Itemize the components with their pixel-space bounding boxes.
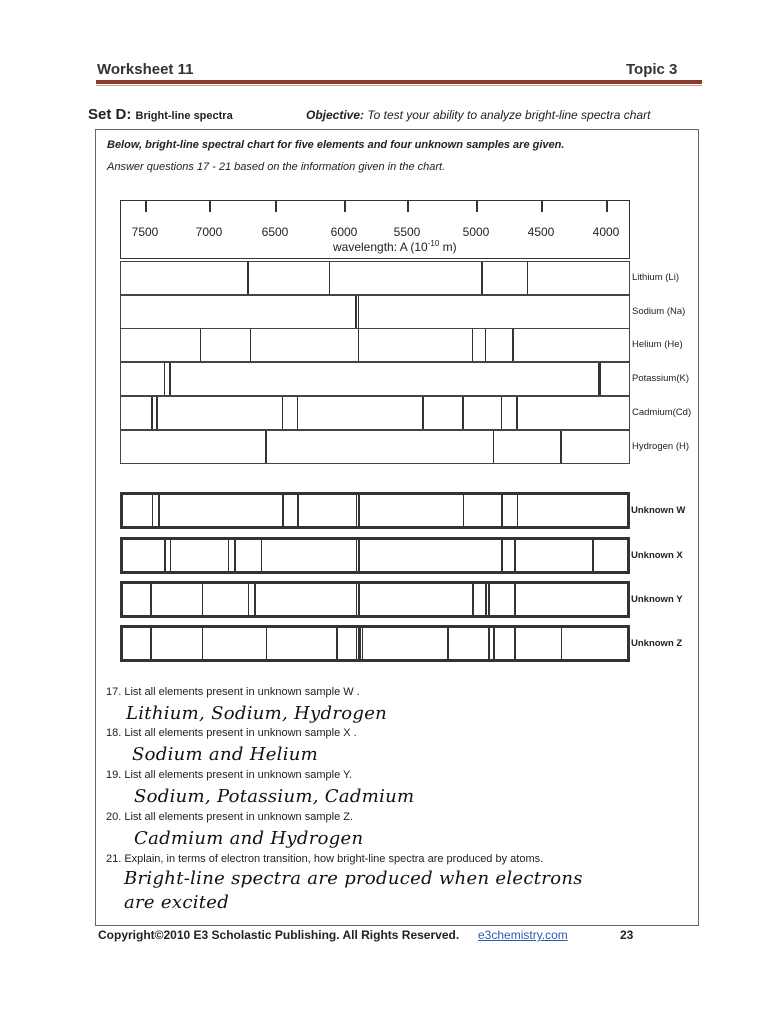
spectral-line: [150, 584, 152, 615]
question-18: 18. List all elements present in unknown sample X .: [106, 727, 357, 739]
element-spectrum: [120, 396, 630, 430]
spectral-line: [356, 628, 358, 659]
spectral-line: [501, 495, 503, 526]
answer-21[interactable]: Bright-line spectra are produced when electrons: [124, 868, 583, 889]
unknown-spectrum-x: [120, 537, 630, 574]
spectral-line: [592, 540, 594, 571]
spectral-line: [472, 329, 474, 361]
spectral-line: [355, 296, 357, 328]
set-label: Set D:: [88, 106, 132, 123]
wavelength-axis-label: wavelength: A ($10^{-10}$ m): [333, 239, 457, 254]
answer-21-line-2[interactable]: are excited: [124, 892, 230, 913]
scale-tick-label: 7000: [195, 225, 223, 239]
spectral-line: [512, 329, 514, 361]
spectral-line: [152, 495, 154, 526]
answer-20[interactable]: Cadmium and Hydrogen: [134, 828, 364, 849]
spectral-line: [356, 495, 358, 526]
question-17: 17. List all elements present in unknown sample W .: [106, 686, 360, 698]
spectral-line: [202, 628, 204, 659]
spectral-line: [329, 262, 331, 294]
question-21: 21. Explain, in terms of electron transition, how bright-line spectra are produced by atoms.: [106, 853, 544, 865]
wavelength-scale: [120, 200, 630, 259]
page-number: 23: [620, 928, 634, 942]
spectral-line: [356, 584, 358, 615]
scale-tick-label: 4500: [527, 225, 555, 239]
spectral-line: [514, 540, 516, 571]
spectral-line: [265, 431, 267, 463]
scale-tick: [145, 200, 147, 212]
set-title: Bright-line spectra: [135, 110, 233, 122]
spectral-line: [200, 329, 202, 361]
spectral-line: [488, 584, 490, 615]
spectral-line: [358, 540, 360, 571]
scale-tick-label: 5000: [462, 225, 490, 239]
spectral-line: [516, 397, 518, 429]
answer-19[interactable]: Sodium, Potassium, Cadmium: [134, 786, 415, 807]
objective-label: Objective:: [306, 108, 365, 122]
spectral-line: [481, 262, 483, 294]
spectral-line: [261, 540, 263, 571]
spectral-line: [472, 584, 474, 615]
question-19: 19. List all elements present in unknown sample Y.: [106, 769, 353, 781]
scale-tick: [209, 200, 211, 212]
spectral-line: [488, 628, 490, 659]
unknown-label: Unknown Z: [631, 637, 683, 649]
scale-tick-label: 6500: [261, 225, 289, 239]
element-label: Potassium(K): [632, 373, 690, 384]
set-heading: [88, 106, 233, 123]
spectral-line: [358, 296, 360, 328]
scale-tick: [541, 200, 543, 212]
element-spectrum: [120, 295, 630, 329]
scale-tick-label: 7500: [131, 225, 159, 239]
scale-tick-label: 5500: [393, 225, 421, 239]
spectral-line: [561, 628, 563, 659]
unknown-label: Unknown W: [631, 504, 686, 516]
spectral-line: [493, 628, 495, 659]
spectral-line: [358, 495, 360, 526]
scale-tick: [476, 200, 478, 212]
element-label: Sodium (Na): [632, 306, 686, 317]
element-spectrum: [120, 328, 630, 362]
unknown-spectrum-w: [120, 492, 630, 529]
spectral-line: [358, 329, 360, 361]
scale-tick: [407, 200, 409, 212]
spectral-line: [356, 540, 358, 571]
unknown-spectrum-z: [120, 625, 630, 662]
spectral-line: [560, 431, 562, 463]
spectral-line: [266, 628, 268, 659]
scale-tick: [344, 200, 346, 212]
spectral-line: [169, 363, 171, 395]
spectral-line: [151, 397, 153, 429]
scale-tick: [275, 200, 277, 212]
spectral-line: [362, 628, 364, 659]
scale-tick-label: 4000: [592, 225, 620, 239]
element-label: Lithium (Li): [632, 272, 679, 283]
spectral-line: [150, 628, 152, 659]
spectral-line: [234, 540, 236, 571]
header-rule-thin: [96, 85, 702, 86]
topic-label: Topic 3: [626, 61, 678, 78]
unknown-label: Unknown Y: [631, 593, 683, 605]
spectral-line: [170, 540, 172, 571]
spectral-line: [158, 495, 160, 526]
spectral-line: [493, 431, 495, 463]
spectral-line: [247, 262, 249, 294]
spectral-line: [164, 540, 166, 571]
spectral-line: [599, 363, 601, 395]
answer-18[interactable]: Sodium and Helium: [132, 744, 319, 765]
spectral-line: [282, 397, 284, 429]
spectral-line: [527, 262, 529, 294]
element-spectrum: [120, 261, 630, 295]
spectral-line: [297, 397, 299, 429]
spectral-line: [202, 584, 204, 615]
unknown-spectrum-y: [120, 581, 630, 618]
spectral-line: [358, 584, 360, 615]
copyright: Copyright©2010 E3 Scholastic Publishing. All Rights Reserved.: [98, 928, 460, 942]
spectral-line: [422, 397, 424, 429]
objective: [306, 108, 650, 122]
spectral-line: [514, 628, 516, 659]
element-label: Helium (He): [632, 339, 683, 350]
header-rule: [96, 80, 702, 84]
spectral-line: [462, 397, 464, 429]
spectral-line: [297, 495, 299, 526]
unknown-label: Unknown X: [631, 549, 683, 561]
spectral-line: [517, 495, 519, 526]
spectral-line: [501, 397, 503, 429]
answer-17[interactable]: Lithium, Sodium, Hydrogen: [126, 703, 388, 724]
element-label: Cadmium(Cd): [632, 407, 692, 418]
spectral-line: [164, 363, 166, 395]
spectral-line: [485, 329, 487, 361]
spectral-line: [485, 584, 487, 615]
intro-line-1: Below, bright-line spectral chart for five elements and four unknown samples are given.: [107, 139, 565, 151]
spectral-line: [501, 540, 503, 571]
spectral-line: [254, 584, 256, 615]
spectral-line: [447, 628, 449, 659]
spectral-line: [248, 584, 250, 615]
intro-line-2: Answer questions 17 - 21 based on the information given in the chart.: [107, 161, 446, 173]
spectral-line: [282, 495, 284, 526]
spectral-line: [336, 628, 338, 659]
website-link[interactable]: e3chemistry.com: [478, 928, 568, 942]
spectral-line: [514, 584, 516, 615]
objective-text: To test your ability to analyze bright-line spectra chart: [367, 108, 651, 122]
element-spectrum: [120, 362, 630, 396]
spectral-line: [228, 540, 230, 571]
spectral-line: [463, 495, 465, 526]
worksheet-title: Worksheet 11: [97, 61, 194, 78]
question-20: 20. List all elements present in unknown sample Z.: [106, 811, 354, 823]
spectral-line: [156, 397, 158, 429]
element-label: Hydrogen (H): [632, 441, 690, 452]
scale-tick-label: 6000: [330, 225, 358, 239]
element-spectrum: [120, 430, 630, 464]
spectral-line: [359, 628, 361, 659]
spectral-line: [250, 329, 252, 361]
scale-tick: [606, 200, 608, 212]
